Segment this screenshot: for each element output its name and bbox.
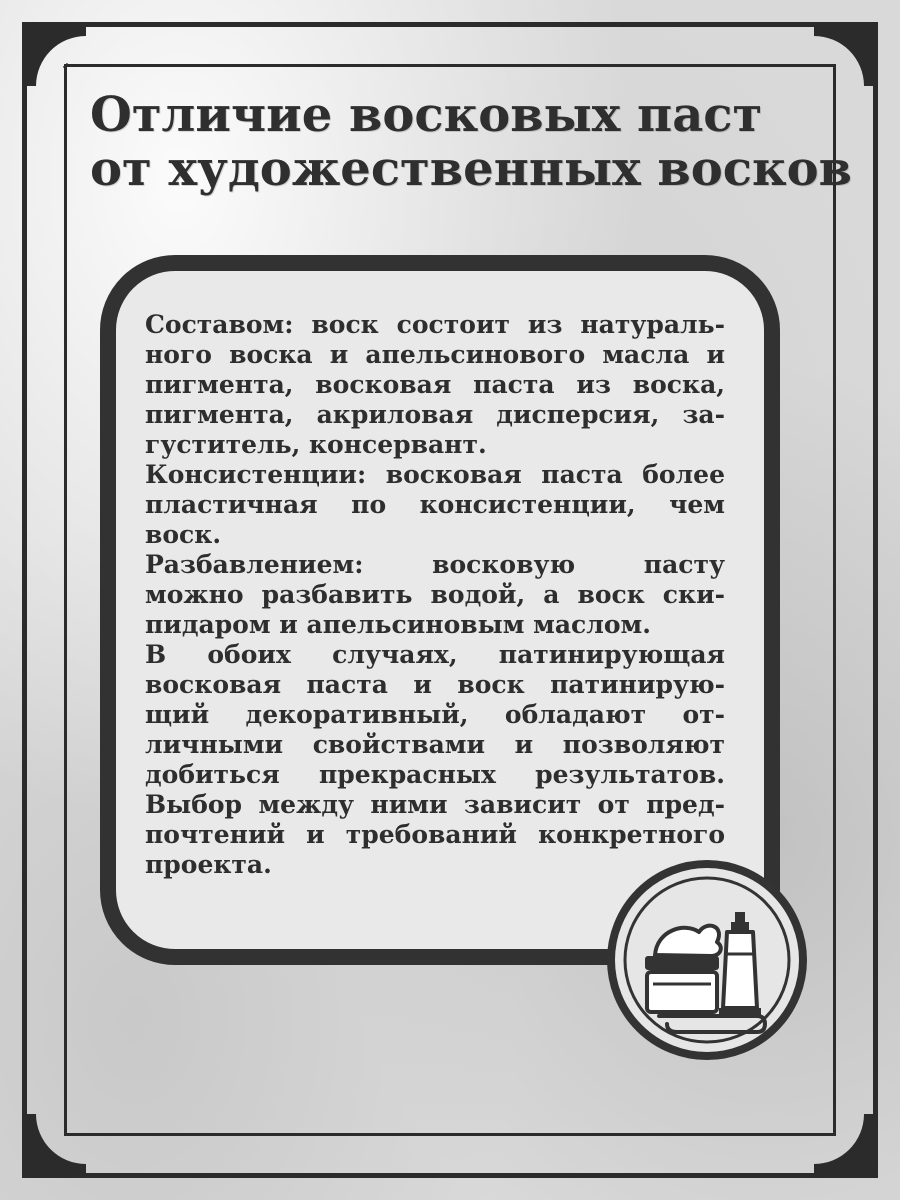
title-line-2: от художественных восков <box>90 141 853 197</box>
corner-ornament-top-right-icon <box>814 22 878 86</box>
cream-jar-and-tube-icon <box>607 860 807 1060</box>
text-line: В обоих случаях, патинирующая <box>145 640 725 669</box>
corner-ornament-bottom-left-icon <box>22 1114 86 1178</box>
text-line: почтений и требований конкретного <box>145 820 725 849</box>
text-line: Разбавлением: восковую пасту <box>145 550 725 579</box>
corner-ornament-top-left-icon <box>22 22 86 86</box>
text-line: ного воска и апельсинового масла и <box>145 340 725 369</box>
page-title <box>90 87 853 197</box>
text-line: пигмента, восковая паста из воска, <box>145 370 725 399</box>
text-line: щий декоративный, обладают от- <box>145 700 725 729</box>
text-line: добиться прекрасных результатов. <box>145 760 725 789</box>
description-text <box>145 310 725 880</box>
title-line-1: Отличие восковых паст <box>90 87 763 143</box>
text-line: пигмента, акриловая дисперсия, за- <box>145 400 725 429</box>
text-line: пластичная по консистенции, чем <box>145 490 725 519</box>
text-line: пидаром и апельсиновым маслом. <box>145 610 651 639</box>
text-line: можно разбавить водой, а воск ски- <box>145 580 725 609</box>
text-line: проекта. <box>145 850 272 879</box>
text-line: личными свойствами и позволяют <box>145 730 725 759</box>
text-line: Выбор между ними зависит от пред- <box>145 790 725 819</box>
text-line: густитель, консервант. <box>145 430 487 459</box>
text-line: восковая паста и воск патинирую- <box>145 670 725 699</box>
text-line: воск. <box>145 520 222 549</box>
text-line: Консистенции: восковая паста более <box>145 460 725 489</box>
text-line: Составом: воск состоит из натураль- <box>145 310 725 339</box>
corner-ornament-bottom-right-icon <box>814 1114 878 1178</box>
